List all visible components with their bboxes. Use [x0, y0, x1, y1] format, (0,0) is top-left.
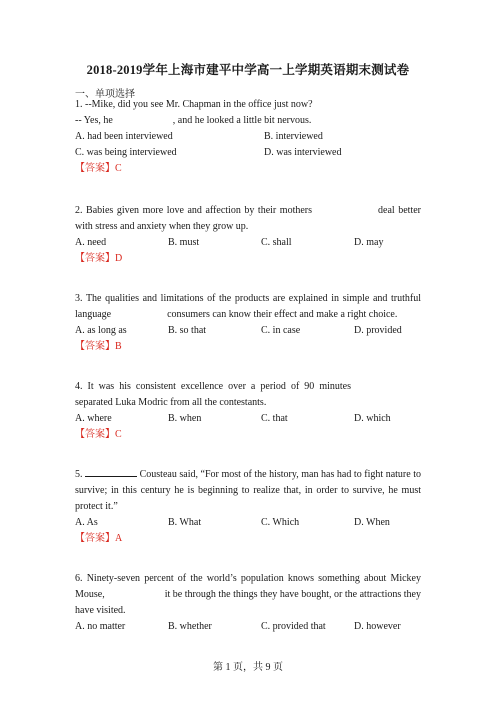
question-6-stem — [75, 571, 421, 619]
option-d: D. which — [354, 413, 391, 424]
question-2-options — [75, 235, 421, 251]
question-5-stem-part1: 5. — [75, 469, 83, 480]
question-1-answer: 【答案】C — [75, 163, 122, 174]
question-6-options — [75, 619, 421, 635]
option-b: B. interviewed — [264, 131, 323, 142]
question-4-stem — [75, 379, 421, 411]
question-2-stem — [75, 203, 421, 235]
question-2-stem-part2: deal better with stress and anxiety when they grow up. — [75, 205, 422, 232]
question-1-stem-b — [75, 113, 421, 129]
section-heading: 一、单项选择 — [75, 89, 135, 100]
question-2 — [75, 203, 421, 267]
question-5 — [75, 467, 421, 547]
option-c: C. Which — [261, 517, 300, 528]
question-4-options — [75, 411, 421, 427]
option-c: C. provided that — [261, 621, 326, 632]
question-1-options-row2 — [75, 145, 421, 161]
question-1-stem-b-part1: -- Yes, he — [75, 115, 113, 126]
question-3 — [75, 291, 421, 355]
question-5-options — [75, 515, 421, 531]
option-a: A. no matter — [75, 621, 126, 632]
question-1-stem-a: 1. --Mike, did you see Mr. Chapman in the office just now? — [75, 99, 313, 110]
option-c: C. shall — [261, 237, 292, 248]
option-d: D. was interviewed — [264, 147, 342, 158]
option-a: A. as long as — [75, 325, 127, 336]
question-4-answer: 【答案】C — [75, 429, 122, 440]
option-d: D. however — [354, 621, 401, 632]
question-3-stem-part2: consumers can know their effect and make a right choice. — [167, 309, 398, 320]
question-5-stem-part2: Cousteau said, “For most of the history, man has had to fight nature to survive; in this century he is beginning to realize that, in order to survive, he must protect it.” — [75, 469, 422, 512]
option-d: D. When — [354, 517, 390, 528]
option-b: B. when — [168, 413, 202, 424]
page-footer: 第 1 页，共 9 页 — [213, 662, 283, 673]
option-a: A. where — [75, 413, 112, 424]
question-3-answer: 【答案】B — [75, 341, 122, 352]
option-b: B. whether — [168, 621, 212, 632]
option-b: B. What — [168, 517, 202, 528]
option-c: C. that — [261, 413, 288, 424]
question-4 — [75, 379, 421, 443]
question-4-stem-part1: 4. It was his consistent excellence over a period of 90 minutes — [75, 381, 351, 392]
question-6 — [75, 571, 421, 635]
question-5-stem — [75, 467, 421, 515]
answer-blank-underline — [85, 467, 137, 477]
question-5-answer: 【答案】A — [75, 533, 123, 544]
question-1-stem-b-part2: , and he looked a little bit nervous. — [172, 115, 312, 126]
question-3-stem-part1: 3. The qualities and limitations of the products are explained in simple and truthful language — [75, 293, 421, 320]
question-6-stem-part1: 6. Ninety-seven percent of the world’s population knows something about Mickey Mouse, — [75, 573, 421, 600]
question-6-stem-part2: it be through the things they have bought, or the attractions they have visited. — [75, 589, 421, 616]
option-c: C. was being interviewed — [75, 147, 177, 158]
option-a: A. As — [75, 517, 98, 528]
question-3-options — [75, 323, 421, 339]
option-d: D. provided — [354, 325, 402, 336]
question-1-options-row1 — [75, 129, 421, 145]
question-1 — [75, 97, 421, 177]
option-a: A. need — [75, 237, 107, 248]
page-title: 2018-2019学年上海市建平中学高一上学期英语期末测试卷 — [86, 63, 410, 77]
option-b: B. so that — [168, 325, 207, 336]
question-2-answer: 【答案】D — [75, 253, 123, 264]
option-b: B. must — [168, 237, 200, 248]
option-d: D. may — [354, 237, 384, 248]
option-a: A. had been interviewed — [75, 131, 173, 142]
option-c: C. in case — [261, 325, 301, 336]
question-2-stem-part1: 2. Babies given more love and affection by their mothers — [75, 205, 313, 216]
question-3-stem — [75, 291, 421, 323]
question-4-stem-part2: separated Luka Modric from all the contestants. — [75, 397, 267, 408]
